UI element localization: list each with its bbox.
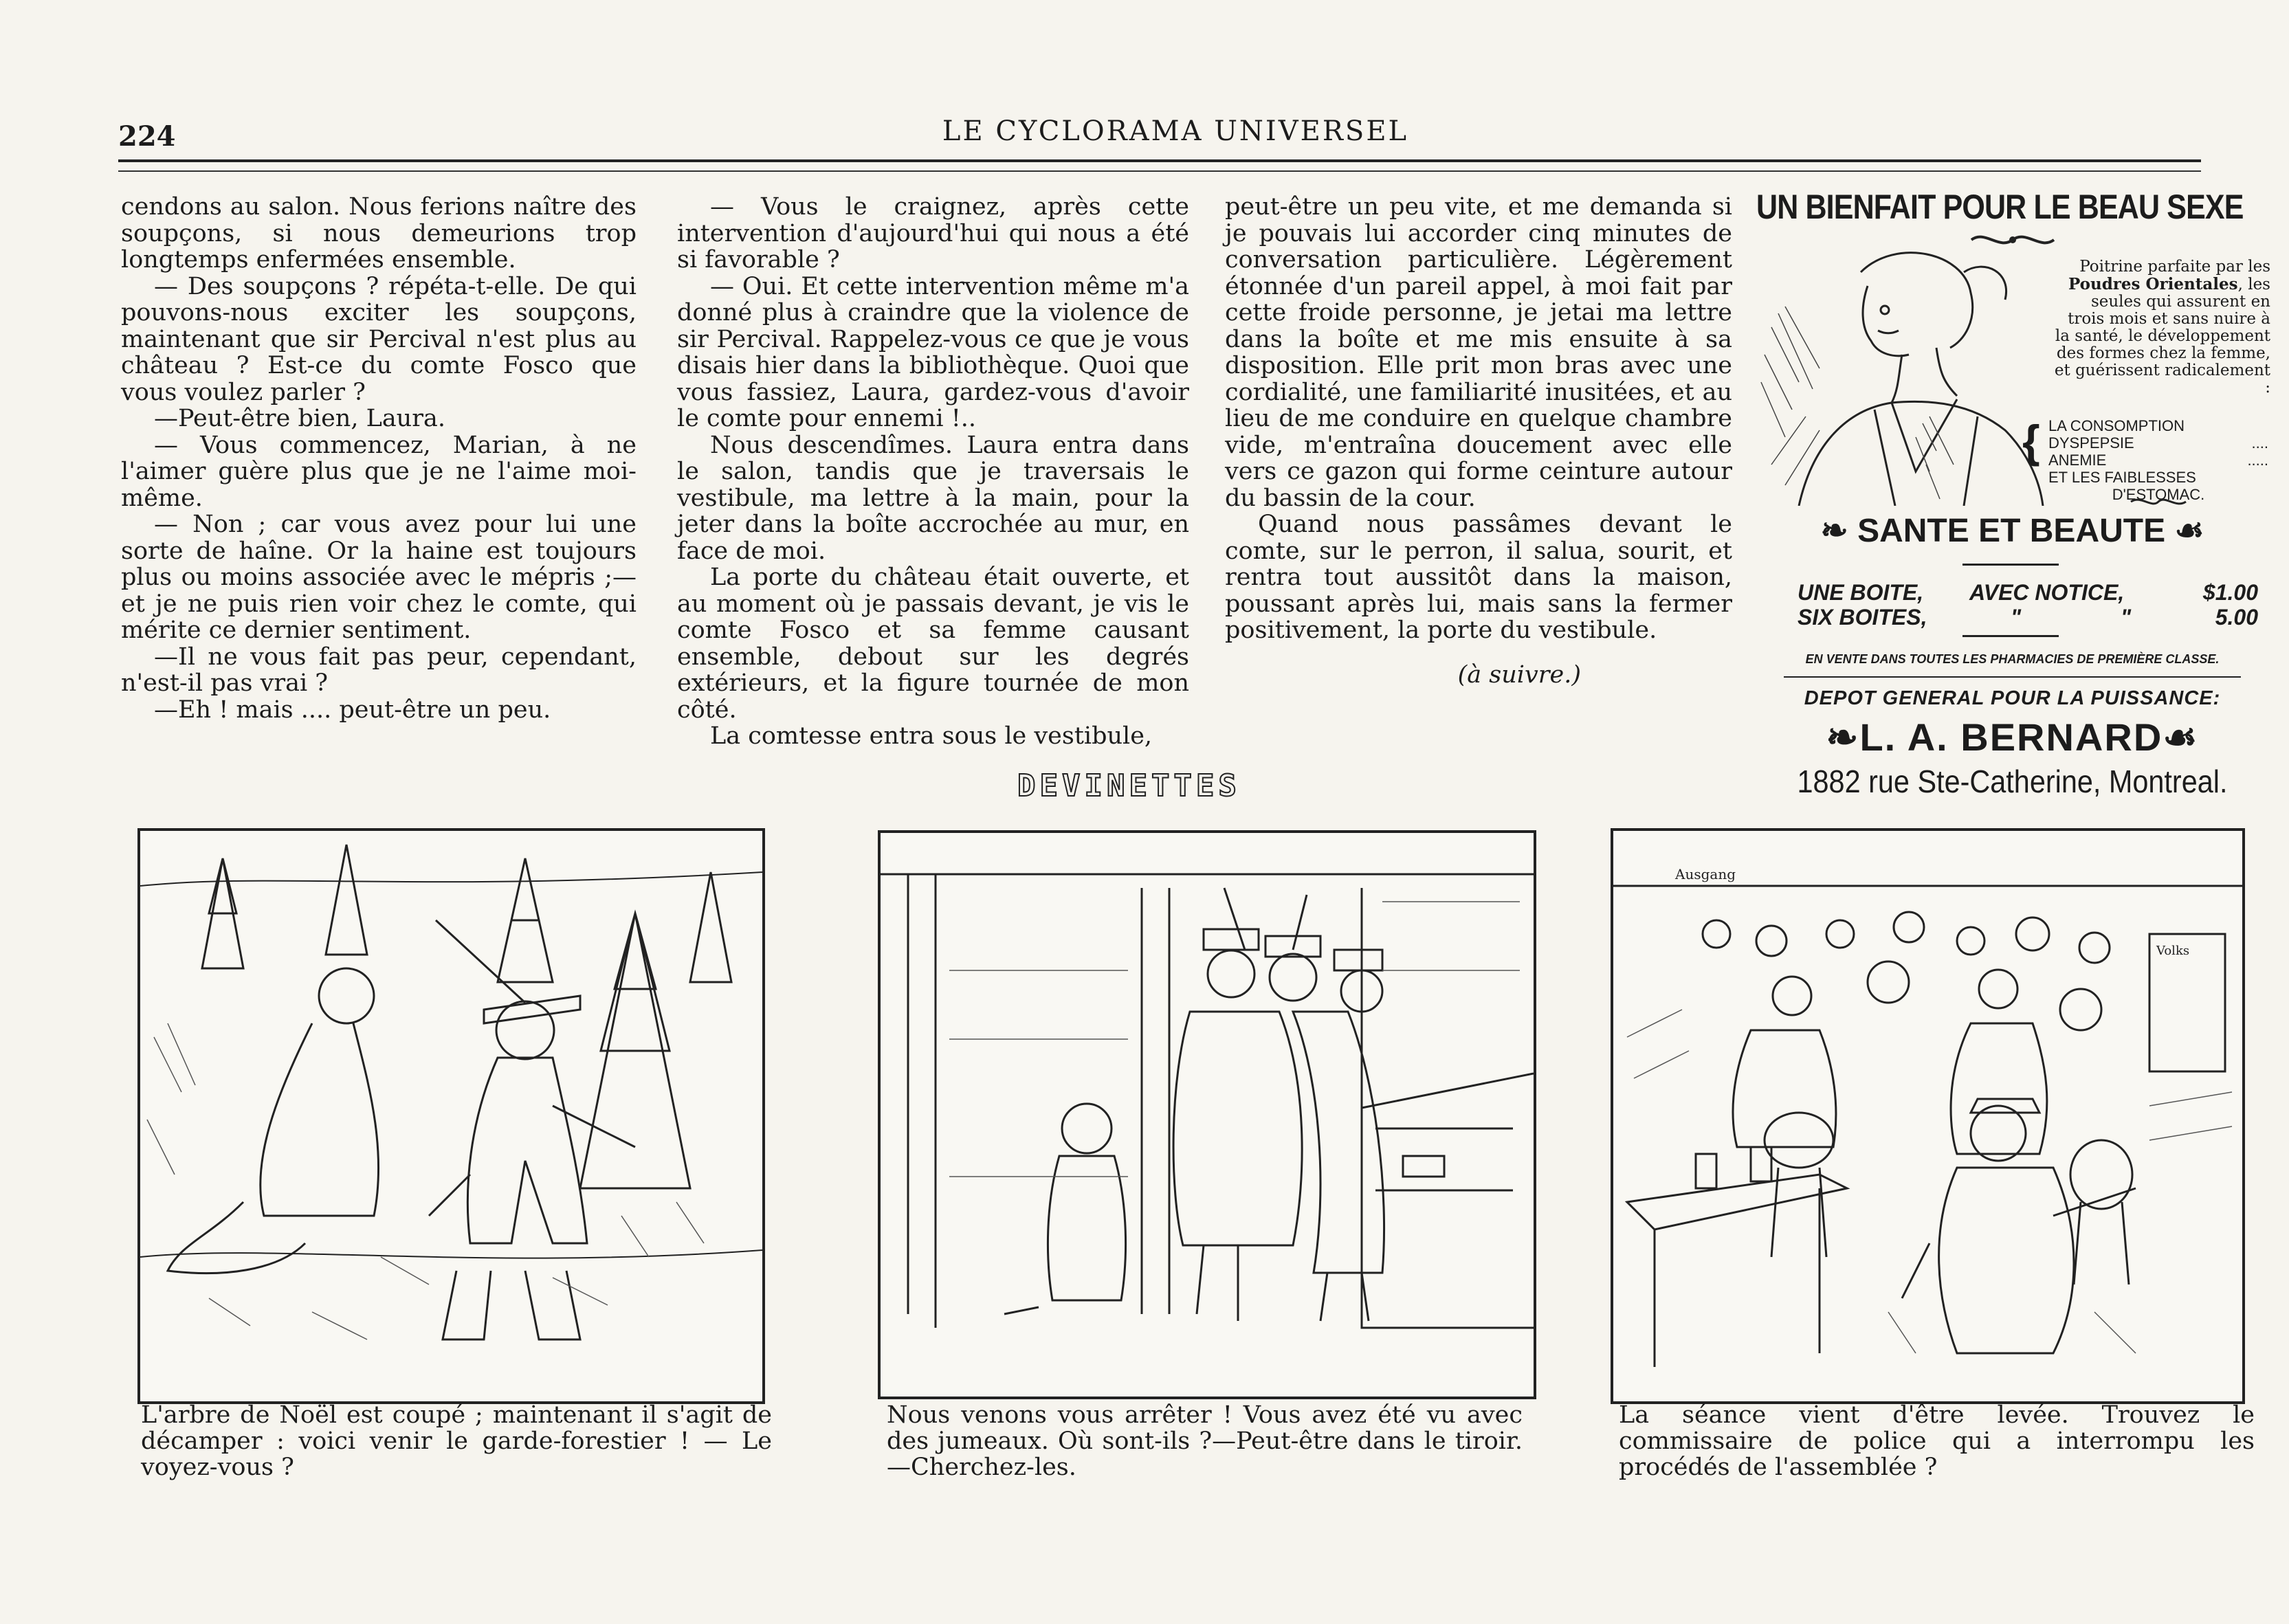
paragraph: — Vous commencez, Marian, à ne l'aimer guère plus que je ne l'aime moi-même. (121, 431, 637, 512)
paragraph: Quand nous passâmes devant le comte, sur le perron, il salua, sourit, et rentra tout aussitôt dans la maison, poussant après lui, mais sans la fermer positivement, la porte du vestibule. (1225, 511, 1732, 644)
list-item: D'ESTOMAC. (2112, 486, 2205, 503)
brace-icon: { (2022, 416, 2040, 467)
paragraph: —Peut-être bien, Laura. (154, 405, 445, 432)
puzzle-illustration-forest (137, 828, 765, 1404)
divider (1962, 564, 2059, 566)
ad-description: Poitrine parfaite par les Poudres Orientales, les seules qui assurent en trois mois et sans nuire à la santé, le développement des formes chez la femme, et guérissent radicalement : (2054, 258, 2270, 397)
wall-sign: Volks (2156, 944, 2190, 958)
journal-title: LE CYCLORAMA UNIVERSEL (942, 115, 1409, 147)
fleuron-icon: ☙ (2165, 513, 2204, 549)
paragraph: Nous descendîmes. Laura entra dans le salon, tandis que je traversais le vestibule, ma lettre à la main, pour la jeter dans la boîte accrochée au mur, en face de moi. (677, 431, 1189, 565)
story-column-2 (677, 194, 1189, 750)
ad-slogan: ❧ SANTE ET BEAUTE ☙ (1820, 513, 2204, 549)
puzzle-caption: La séance vient d'être levée. Trouvez le commissaire de police qui a interrompu les procédés de l'assemblée ? (1619, 1401, 2255, 1481)
list-item: DYSPEPSIE .... (2048, 434, 2268, 452)
puzzle-illustration-assembly (1611, 828, 2245, 1404)
puzzle-caption: L'arbre de Noël est coupé ; maintenant il s'agit de décamper : voici venir le garde-forestier ! — Le voyez-vous ? (141, 1401, 772, 1481)
paragraph: — Des soupçons ? répéta-t-elle. De qui pouvons-nous exciter les soupçons, maintenant que sir Percival n'est plus au château ? Est-ce du comte Fosco que vous voulez parler ? (121, 272, 637, 406)
paragraph: — Oui. Et cette intervention même m'a donné plus à craindre que la violence de sir Percival. Rappelez-vous ce que je vous disais hier dans la bibliothèque. Quoi que vous fassiez, Laura, gardez-vous d'avoir le comte pour ennemi !.. (677, 272, 1189, 432)
puzzle-caption: Nous venons vous arrêter ! Vous avez été vu avec des jumeaux. Où sont-ils ?—Peut-être dans le tiroir.—Cherchez-les. (887, 1401, 1523, 1481)
seller-name: ❧L. A. BERNARD☙ (1826, 715, 2199, 759)
paragraph: peut-être un peu vite, et me demanda si je pouvais lui accorder cinq minutes de conversation particulière. Légèrement étonnée d'un pareil appel, à moi fait par cette froide personne, je jetai ma lettre dans la boîte et me mis ensuite à sa disposition. Elle prit mon bras avec une cordialité, une familiarité inusitées, et au lieu de me conduire en quelque chambre vide, m'entraîna doucement avec elle vers ce gazon qui forme ceinture autour du bassin de la cour. (1225, 193, 1732, 512)
paragraph: La porte du château était ouverte, et au moment où je passais devant, je vis le comte Fosco et sa femme causant ensemble, debout sur les degrés extérieurs, et la figure tournée de mon côté. (677, 564, 1189, 724)
paragraph: cendons au salon. Nous ferions naître des soupçons, si nous demeurions trop longtemps enfermées ensemble. (121, 193, 637, 274)
header-rule (118, 159, 2201, 162)
price-row: UNE BOITE, AVEC NOTICE, $1.00 (1798, 580, 2258, 605)
header-rule-thin (118, 170, 2201, 172)
paragraph: — Vous le craignez, après cette intervention d'aujourd'hui qui nous a été si favorable ? (677, 193, 1189, 274)
paragraph: —Eh ! mais .... peut-être un peu. (154, 696, 551, 724)
price-row: SIX BOITES, " " 5.00 (1798, 605, 2258, 630)
ad-headline: UN BIENFAIT POUR LE BEAU SEXE (1756, 188, 2244, 226)
to-be-continued: (à suivre.) (1457, 660, 1581, 689)
ailments-list (2022, 416, 2268, 503)
divider (1962, 635, 2059, 637)
divider (1784, 676, 2241, 678)
exit-sign: Ausgang (1675, 866, 1736, 882)
list-item: ET LES FAIBLESSES (2048, 469, 2196, 486)
section-title: DEVINETTES (1017, 768, 1241, 803)
ornament-icon (2127, 492, 2189, 513)
story-column-3 (1225, 194, 1732, 688)
list-item: ANEMIE ..... (2048, 452, 2268, 469)
woman-portrait-illustration (1758, 245, 2046, 506)
paragraph: La comtesse entra sous le vestibule, (710, 722, 1153, 750)
depot-line: DEPOT GENERAL POUR LA PUISSANCE: (1804, 687, 2221, 709)
sale-note: EN VENTE DANS TOUTES LES PHARMACIES DE PREMIÈRE CLASSE. (1805, 652, 2220, 666)
paragraph: —Il ne vous fait pas peur, cependant, n'est-il pas vrai ? (121, 643, 637, 697)
fleuron-icon: ❧ (1820, 513, 1858, 549)
list-item: LA CONSOMPTION (2048, 417, 2185, 434)
story-column-1 (121, 194, 637, 723)
puzzle-illustration-arrest (878, 830, 1536, 1399)
paragraph: — Non ; car vous avez pour lui une sorte de haîne. Or la haine est toujours plus ou moins associée avec le mépris ;— et je ne puis rien voir chez le comte, qui mérite ce dernier sentiment. (121, 511, 637, 644)
page-number: 224 (118, 120, 176, 153)
fleuron-icon: ☙ (2163, 715, 2199, 759)
fleuron-icon: ❧ (1826, 715, 1860, 759)
seller-address: 1882 rue Ste-Catherine, Montreal. (1797, 764, 2228, 799)
